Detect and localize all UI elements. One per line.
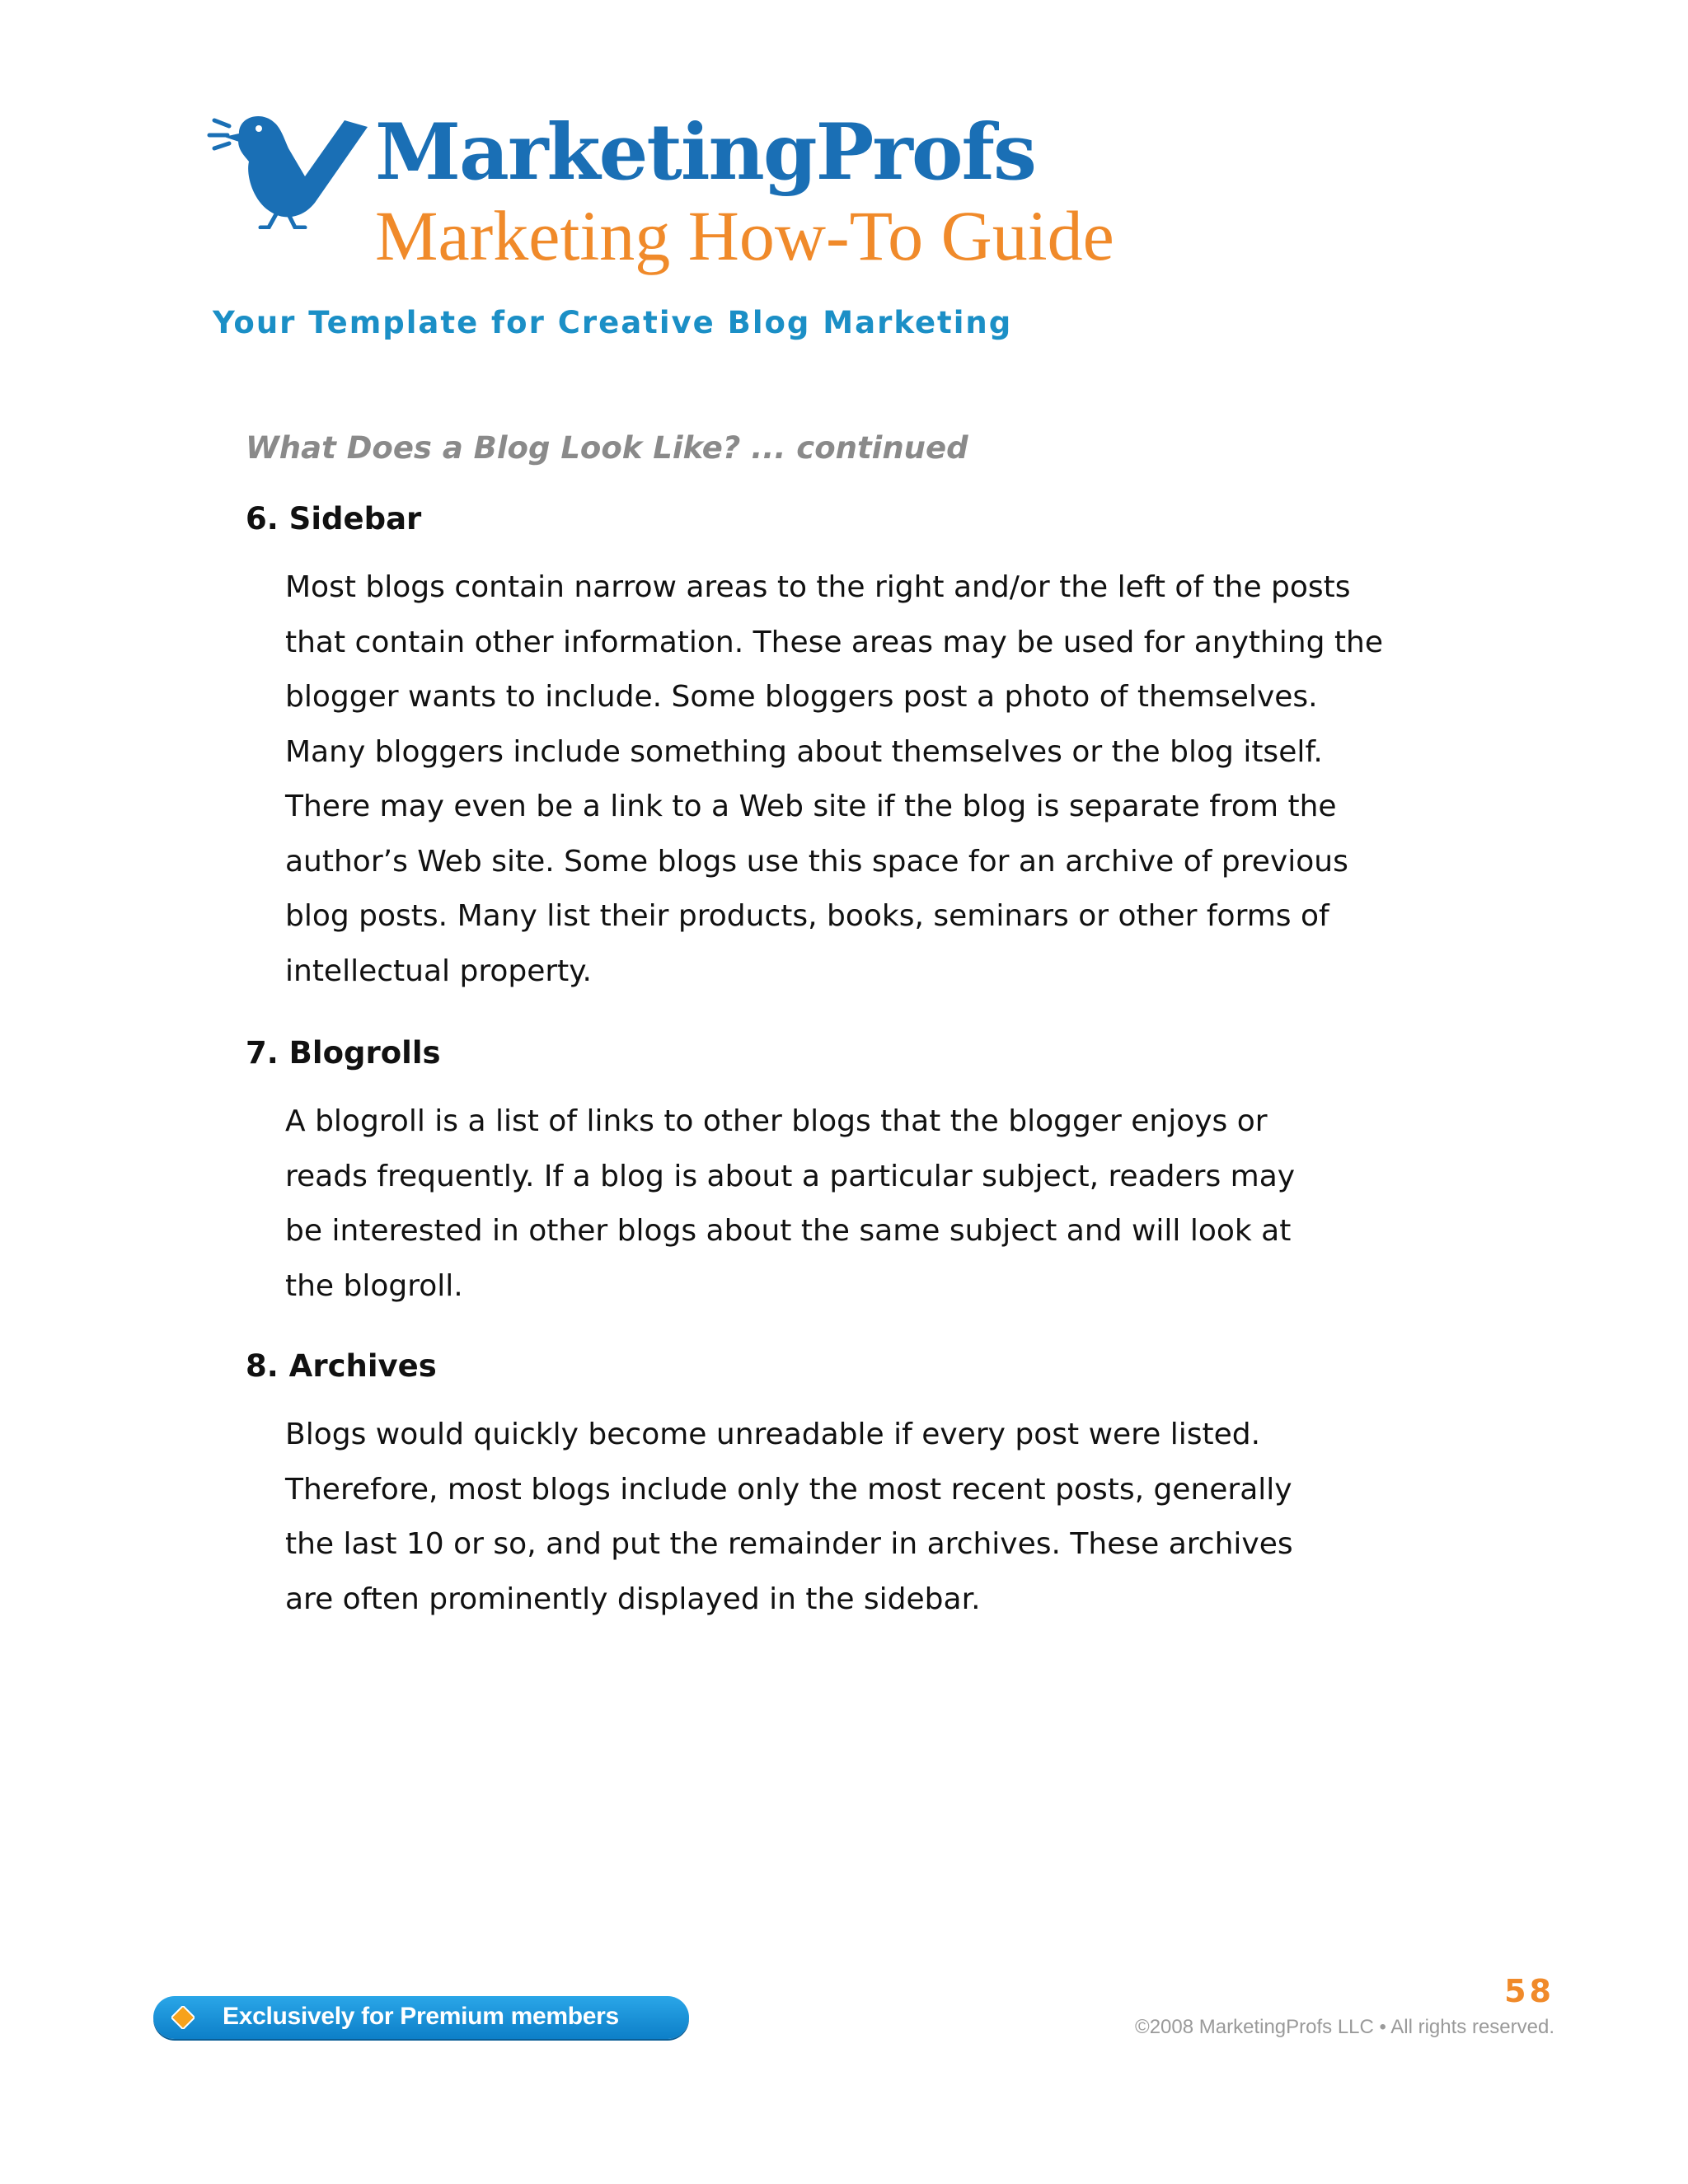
- bird-logo-icon: [206, 97, 379, 229]
- section-heading-archives: 8. Archives: [246, 1348, 437, 1384]
- document-subtitle: Your Template for Creative Blog Marketing: [213, 305, 1013, 340]
- diamond-icon: [171, 2006, 195, 2029]
- paragraph-line: Blogs would quickly become unreadable if every post were listed.: [285, 1418, 1261, 1451]
- paragraph-line: Therefore, most blogs include only the most recent posts, generally: [285, 1472, 1292, 1507]
- page-number: 58: [1504, 1973, 1554, 2009]
- paragraph-line: Many bloggers include something about themselves or the blog itself.: [285, 734, 1323, 769]
- section-paragraph-archives: [285, 1408, 1456, 1627]
- section-heading-sidebar: 6. Sidebar: [246, 501, 422, 537]
- paragraph-line: Most blogs contain narrow areas to the right and/or the left of the posts: [285, 570, 1351, 604]
- premium-members-badge: [153, 1996, 689, 2039]
- paragraph-line: intellectual property.: [285, 954, 592, 988]
- paragraph-line: blog posts. Many list their products, books, seminars or other forms of: [285, 899, 1329, 933]
- paragraph-line: A blogroll is a list of links to other blogs that the blogger enjoys or: [285, 1104, 1268, 1138]
- paragraph-line: author’s Web site. Some blogs use this space for an archive of previous: [285, 844, 1348, 879]
- paragraph-line: blogger wants to include. Some bloggers post a photo of themselves.: [285, 680, 1318, 714]
- brand-name: MarketingProfs: [375, 107, 1035, 198]
- guide-title: Marketing How-To Guide: [375, 196, 1114, 275]
- section-heading-blogrolls: 7. Blogrolls: [246, 1035, 441, 1071]
- section-continued-heading: What Does a Blog Look Like? ... continued: [246, 430, 968, 466]
- paragraph-line: the last 10 or so, and put the remainder in archives. These archives: [285, 1527, 1293, 1561]
- paragraph-line: reads frequently. If a blog is about a particular subject, readers may: [285, 1159, 1296, 1193]
- section-paragraph-blogrolls: [285, 1094, 1456, 1314]
- paragraph-line: are often prominently displayed in the sidebar.: [285, 1582, 981, 1616]
- paragraph-line: There may even be a link to a Web site if the blog is separate from the: [285, 790, 1337, 823]
- copyright-notice: ©2008 MarketingProfs LLC • All rights reserved.: [1135, 2016, 1554, 2038]
- paragraph-line: that contain other information. These areas may be used for anything the: [285, 625, 1383, 659]
- premium-members-label: Exclusively for Premium members: [223, 2003, 619, 2030]
- header: [206, 97, 1113, 279]
- paragraph-line: be interested in other blogs about the same subject and will look at: [285, 1214, 1292, 1248]
- paragraph-line: the blogroll.: [285, 1268, 463, 1303]
- section-paragraph-sidebar: [285, 560, 1456, 999]
